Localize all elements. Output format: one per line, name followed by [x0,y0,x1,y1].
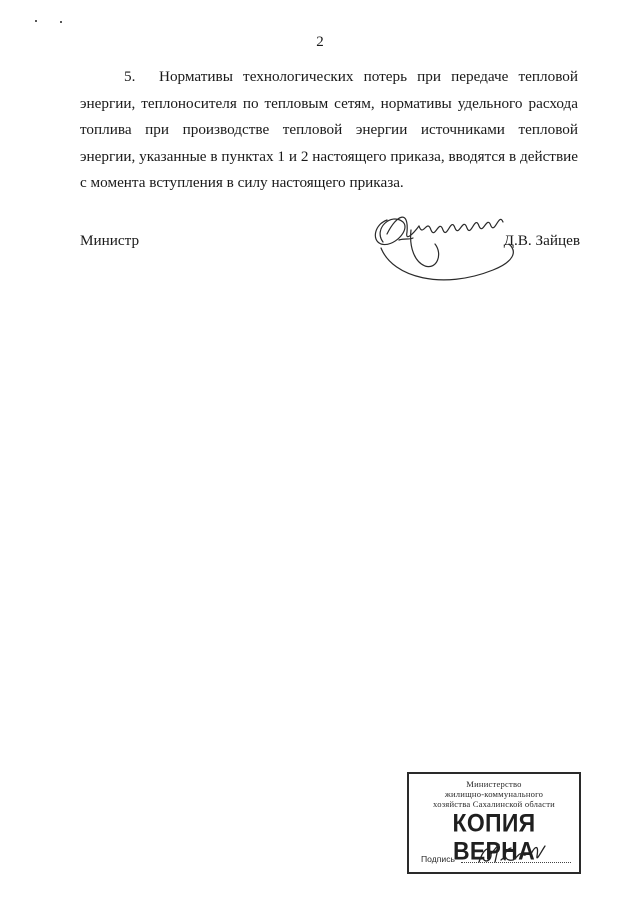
certified-copy-stamp [407,772,581,874]
clause-paragraph [80,64,578,197]
handwritten-signature [363,204,578,299]
stamp-ministry: Министерство [466,779,522,789]
clause-text: Нормативы технологических потерь при передаче тепловой энергии, теплоносителя по тепловым сетям, нормативы удельного расхода топлива при производстве тепловой энергии источниками тепловой энергии, указанные в пунктах 1 и 2 настоящего приказа, вводятся в действие с момента вступления в силу настоящего приказа. [80,68,578,191]
clause-number: 5. [124,68,136,85]
scan-speck [35,20,37,22]
stamp-certified-copy: КОПИЯ ВЕРНА [452,808,536,866]
scan-speck [60,21,62,23]
page-number: 2 [316,34,324,50]
stamp-ministry-domain: жилищно-коммунального [444,789,544,799]
stamp-handwritten-signature [473,840,553,868]
signatory-position: Министр [80,232,140,249]
stamp-signature-label: Подпись [421,854,456,864]
stamp-region: хозяйства Сахалинской области [433,799,555,809]
signatory-name: Д.В. Зайцев [503,232,580,249]
signature-block [80,232,580,302]
